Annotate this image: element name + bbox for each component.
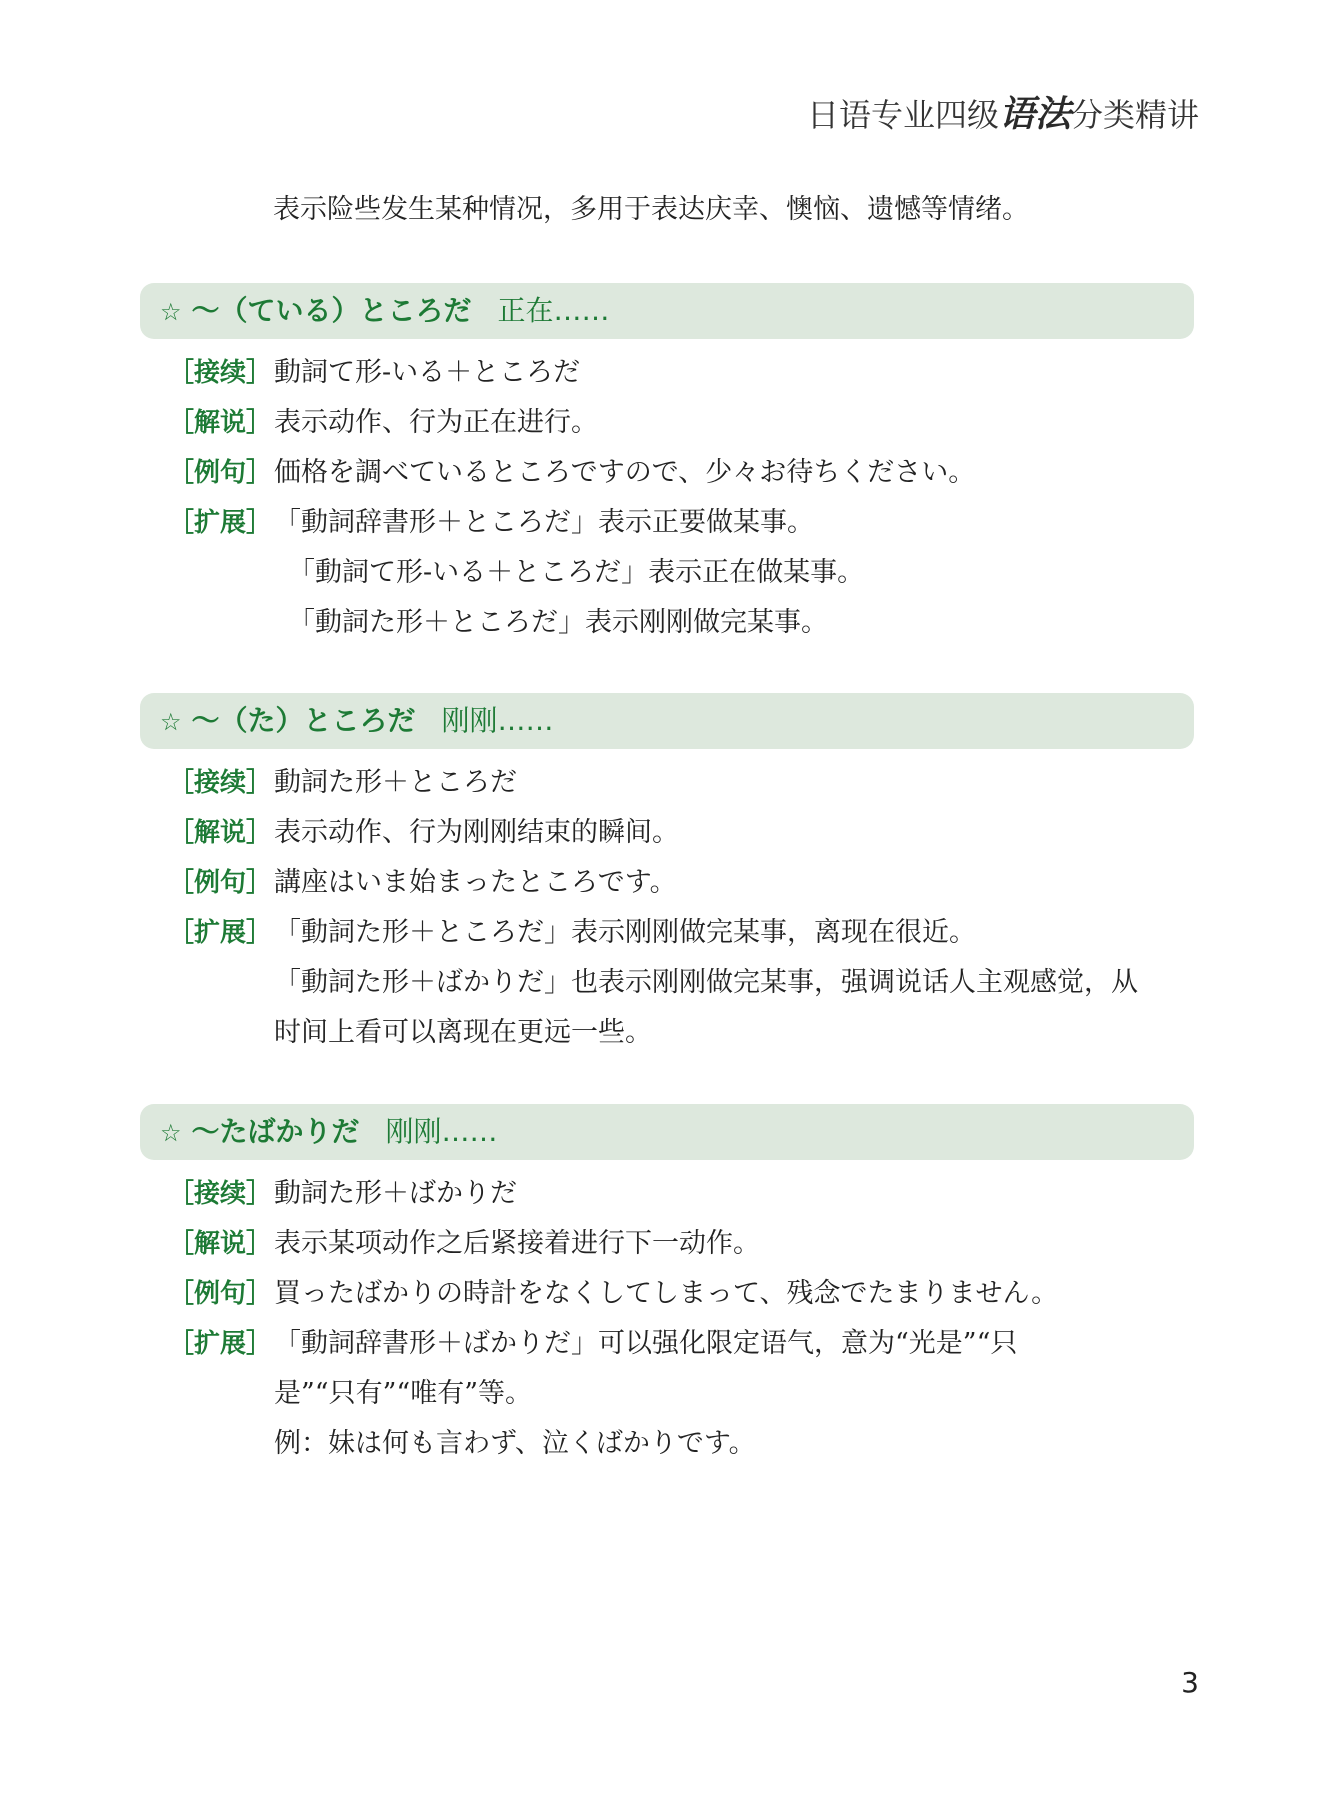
extend-line-2: 「動詞て形-いる＋ところだ」表示正在做某事。 [288,557,865,588]
extend-line-2: 「動詞た形＋ばかりだ」也表示刚刚做完某事，强调说话人主观感觉，从 [274,967,1138,998]
explain-tag: ［解说］ [168,1229,273,1259]
section-3-body [168,1169,1058,1469]
extend-row [168,498,975,548]
example-tag: ［例句］ [168,458,273,488]
header-emphasis: 语法 [998,94,1071,135]
section-1-body [168,348,975,648]
example-row [168,858,1138,908]
extend-row [168,1319,1058,1369]
extend-line-1: 「動詞辞書形＋ところだ」表示正要做某事。 [274,507,814,538]
section-3-pattern: ～たばかりだ [191,1115,360,1148]
star-icon: ☆ [160,708,182,736]
connect-text: 動詞て形-いる＋ところだ [274,357,581,388]
explain-tag: ［解说］ [168,408,273,438]
extend-row [168,908,1138,958]
connect-row [168,348,975,398]
example-text: 講座はいま始まったところです。 [274,867,677,898]
connect-text: 動詞た形＋ところだ [274,767,517,798]
connect-text: 動詞た形＋ばかりだ [274,1178,517,1209]
section-1-pattern: ～（ている）ところだ [191,294,472,327]
example-row [168,448,975,498]
extend-tag: ［扩展］ [168,1329,273,1359]
section-2-meaning: 刚刚…… [441,704,554,737]
connect-row [168,758,1138,808]
extend-tag: ［扩展］ [168,508,273,538]
extend-tag: ［扩展］ [168,918,273,948]
section-1-heading [140,283,1194,339]
explain-row [168,398,975,448]
star-icon: ☆ [160,298,182,326]
extend-line-1: 「動詞た形＋ところだ」表示刚刚做完某事，离现在很近。 [274,917,976,948]
connect-row [168,1169,1058,1219]
example-row [168,1269,1058,1319]
extend-line-2: 是”“只有”“唯有”等。 [274,1378,533,1409]
extend-line-1: 「動詞辞書形＋ばかりだ」可以强化限定语气，意为“光是”“只 [274,1328,1018,1359]
page-number: 3 [1181,1666,1199,1699]
intro-text: 表示险些发生某种情况，多用于表达庆幸、懊恼、遗憾等情绪。 [273,194,1029,225]
section-3-meaning: 刚刚…… [385,1115,498,1148]
explain-row [168,1219,1058,1269]
connect-tag: ［接续］ [168,768,273,798]
explain-text: 表示动作、行为刚刚结束的瞬间。 [274,817,679,848]
explain-text: 表示某项动作之后紧接着进行下一动作。 [274,1228,760,1259]
explain-row [168,808,1138,858]
header-prefix: 日语专业四级 [806,96,999,134]
example-text: 買ったばかりの時計をなくしてしまって、残念でたまりません。 [274,1278,1059,1309]
explain-tag: ［解说］ [168,818,273,848]
extend-line-3: 例：妹は何も言わず、泣くばかりです。 [274,1428,756,1459]
star-icon: ☆ [160,1119,182,1147]
section-2-body [168,758,1138,1058]
section-2-pattern: ～（た）ところだ [191,704,416,737]
extend-line-3: 时间上看可以离现在更远一些。 [274,1017,652,1048]
connect-tag: ［接续］ [168,1179,273,1209]
example-tag: ［例句］ [168,1279,273,1309]
section-2-heading [140,693,1194,749]
connect-tag: ［接续］ [168,358,273,388]
explain-text: 表示动作、行为正在进行。 [274,407,598,438]
running-header [807,86,1199,137]
section-3-heading [140,1104,1194,1160]
section-1-meaning: 正在…… [497,294,610,327]
example-tag: ［例句］ [168,868,273,898]
header-suffix: 分类精讲 [1070,96,1199,134]
example-text: 価格を調べているところですので、少々お待ちください。 [274,457,976,488]
extend-line-3: 「動詞た形＋ところだ」表示刚刚做完某事。 [288,607,828,638]
